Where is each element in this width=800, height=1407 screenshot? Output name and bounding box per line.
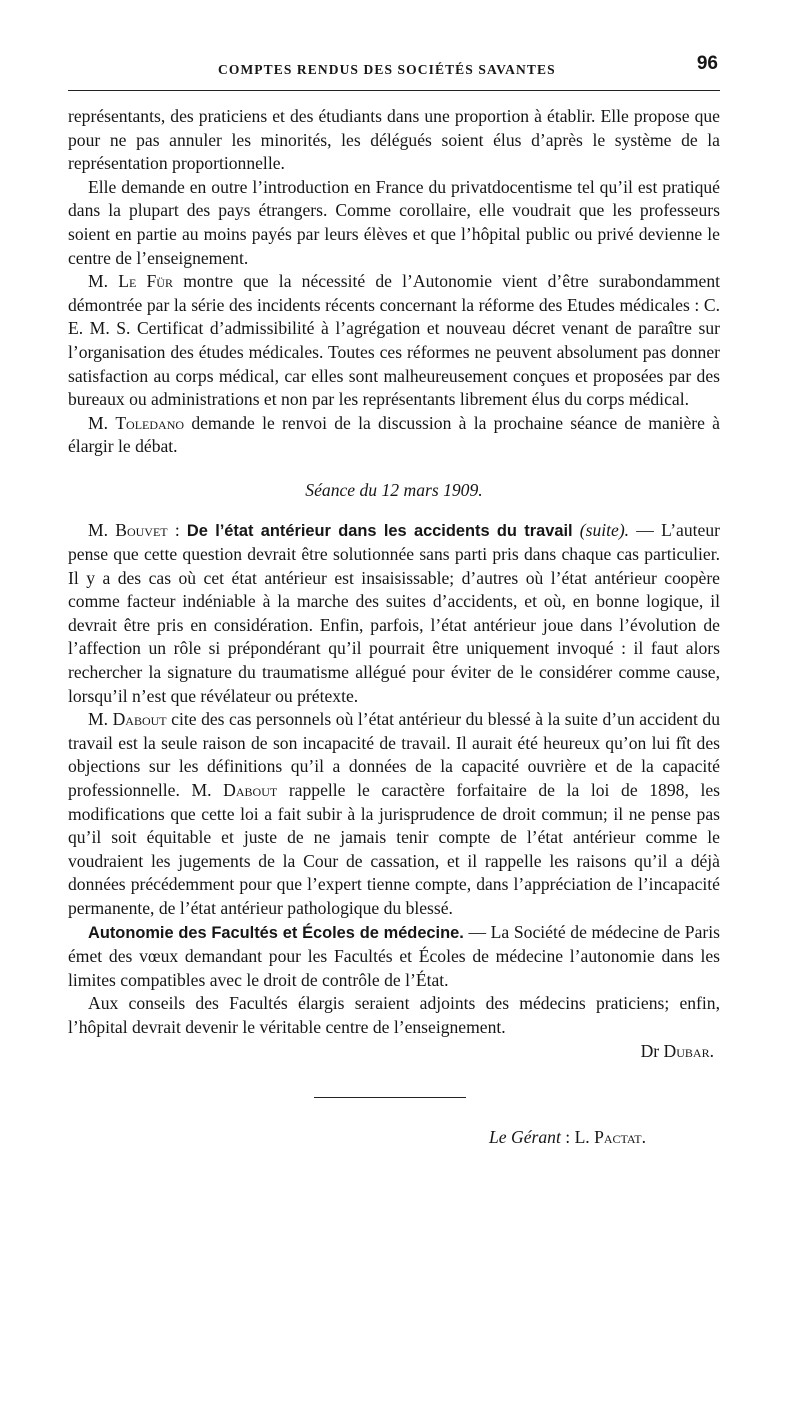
footer-rule bbox=[314, 1097, 466, 1098]
speaker-prefix: M. bbox=[88, 271, 109, 292]
signature bbox=[68, 1040, 720, 1064]
speaker-name: Bouvet bbox=[115, 519, 168, 540]
page-header bbox=[68, 48, 720, 78]
page bbox=[68, 48, 720, 1150]
paragraph-continuation: représentants, des praticiens et des étudiants dans une proportion à établir. Elle propose que pour ne pas annuler les minorités, les délégués soient élus d’après le système de la représentation proportionnelle. bbox=[68, 106, 720, 174]
speaker-prefix: M. bbox=[88, 709, 109, 730]
paragraph-conseils: Aux conseils des Facultés élargis seraient adjoints des médecins praticiens; enfin, l’hôpital devrait devenir le véritable centre de l’enseignement. bbox=[68, 993, 720, 1037]
paragraph-dabout bbox=[68, 708, 720, 920]
speaker-prefix: M. bbox=[88, 519, 109, 540]
speaker-prefix: M. bbox=[88, 412, 109, 433]
communication-title: De l’état antérieur dans les accidents du travail bbox=[186, 521, 573, 540]
header-rule bbox=[68, 90, 720, 91]
dash: — bbox=[636, 519, 654, 540]
running-head: COMPTES RENDUS DES SOCIÉTÉS SAVANTES bbox=[218, 62, 556, 77]
gerant-name: L. Pactat. bbox=[574, 1127, 646, 1148]
communication-title: Autonomie des Facultés et Écoles de médecine. bbox=[88, 923, 464, 942]
speaker-name: Le Für bbox=[118, 271, 173, 292]
paragraph-autonomie bbox=[68, 921, 720, 993]
paragraph-text: L’auteur pense que cette question devrait être solutionnée sans parti pris dans chaque cas particulier. Il y a des cas où cet état antérieur est insaisissable; d’autres où l’état antérieur coopère comme facteur indéniable à la marche des suites d’accidents, et où, en bonne logique, il devrait être pris en considération. Enfin, parfois, l’état antérieur joue dans l’évolution de l’affection un rôle si prépondérant qu’il pourrait être uniquement invoqué : il faut alors rechercher la signature du traumatisme allégué pour éviter de le considérer comme cause, lorsqu’il n’est que révélateur ou prétexte. bbox=[68, 519, 721, 706]
signature-name: Dubar. bbox=[663, 1040, 714, 1061]
gerant-line bbox=[68, 1126, 720, 1150]
paragraph-text: montre que la nécessité de l’Autonomie vient d’être surabondamment démontrée par la série des incidents récents concernant la réforme des Etudes médicales : C. E. M. S. Certificat d’admissibilité à l’agrégation et nouveau décret venant de paraître sur l’organisation des études médicales. Toutes ces réformes ne peuvent absolument pas donner satisfaction au corps médical, car elles sont malheureusement conçues et proposées par des bureaux ou administrations et non par les représentants librement élus du corps médical. bbox=[68, 271, 721, 410]
speaker-name: Dabout bbox=[112, 709, 167, 730]
signature-title: Dr bbox=[640, 1040, 660, 1061]
speaker-name: Dabout bbox=[223, 780, 278, 801]
paragraph-privatdocentisme: Elle demande en outre l’introduction en France du privatdocentisme tel qu’il est pratiqué dans la plupart des pays étrangers. Comme corollaire, elle voudrait que les professeurs soient en partie au moins payés par leurs élèves et que l’hôpital public ou privé devienne le centre de l’enseignement. bbox=[68, 176, 720, 268]
paragraph-text: demande le renvoi de la discussion à la prochaine séance de manière à élargir le débat. bbox=[68, 412, 720, 457]
speaker-name: Toledano bbox=[115, 412, 185, 433]
gerant-label: Le Gérant bbox=[489, 1127, 561, 1148]
paragraph-text: — La Société de médecine de Paris émet des vœux demandant pour les Facultés et Écoles de médecine l’autonomie dans les limites compatibles avec le droit de contrôle de l’État. bbox=[68, 921, 720, 990]
paragraph-text: cite des cas personnels où l’état antérieur du blessé à la suite d’un accident du travail est la seule raison de son incapacité de travail. Il aurait été heureux qu’on lui fît des objections sur les définitions qu’il a données de la capacité ouvrière et de la capacité professionnelle. M. bbox=[68, 709, 720, 801]
page-number: 96 bbox=[696, 53, 718, 74]
paragraph-le-fur bbox=[68, 270, 720, 412]
paragraph-toledano bbox=[68, 412, 720, 459]
paragraph-bouvet bbox=[68, 519, 720, 709]
suite-note: (suite). bbox=[579, 519, 630, 540]
seance-heading: Séance du 12 mars 1909. bbox=[305, 479, 483, 500]
separator: : bbox=[565, 1127, 571, 1148]
paragraph-text: rappelle le caractère forfaitaire de la loi de 1898, les modifications que cette loi a fait subir à la jurisprudence de droit commun; il ne pense pas qu’il soit équitable et juste de ne jamais tenir compte de l’état antérieur comme le voudraient les jugements de la Cour de cassation, et il rappelle les raisons qu’il a déjà données précédemment pour que l’expert tienne compte, dans l’appréciation de l’incapacité permanente, de l’état antérieur pathologique du blessé. bbox=[68, 780, 720, 918]
separator: : bbox=[174, 519, 180, 540]
